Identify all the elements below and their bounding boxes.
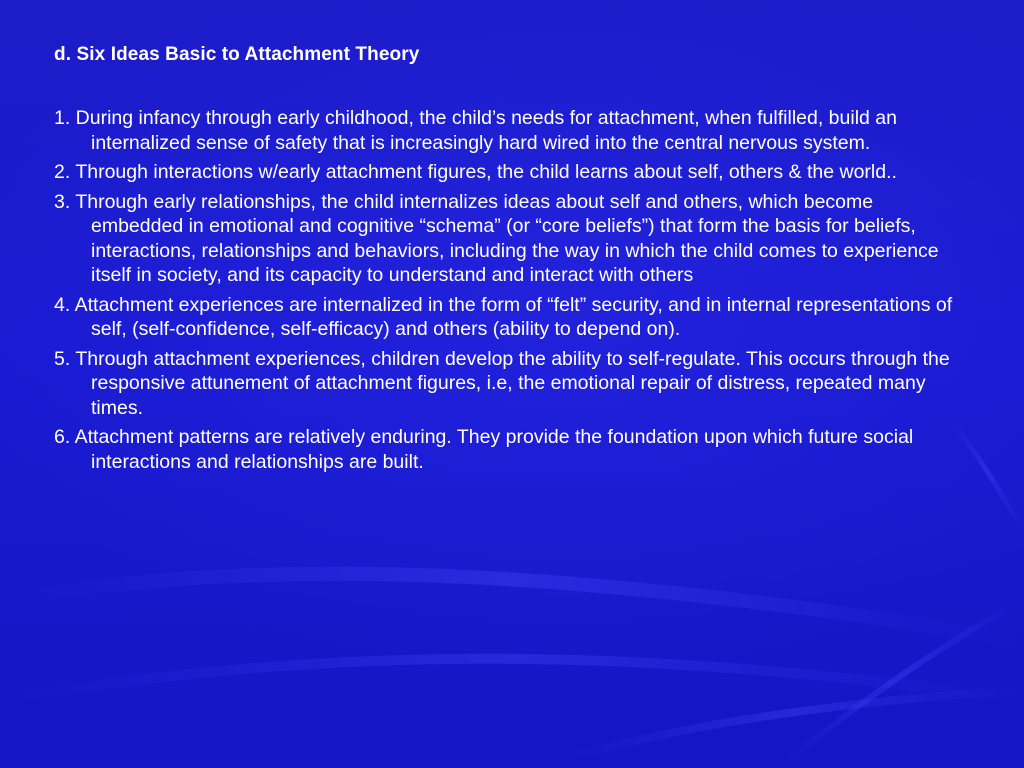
list-item-1: 1. During infancy through early childhood, the child’s needs for attachment, when fulfilled, build an internalized sense of safety that is increasingly hard wired into the central nervous system. (54, 107, 897, 154)
slide-title (54, 44, 419, 66)
title-prefix: d (54, 44, 66, 65)
title-text: Six Ideas Basic to Attachment Theory (76, 44, 420, 65)
list-item-5: 5. Through attachment experiences, children develop the ability to self-regulate. This occurs through the responsive attunement of attachment figures, i.e, the emotional repair of distress, repeated many times. (54, 347, 950, 419)
list-item-3: 3. Through early relationships, the child internalizes ideas about self and others, which become embedded in emotional and cognitive “schema” (or “core beliefs”) that form the basis for beliefs, interactions, relationships and behaviors, including the way in which the child comes to experience itself in society, and its capacity to understand and interact with others (54, 190, 939, 286)
list-item-6: 6. Attachment patterns are relatively enduring. They provide the foundation upon which future social interactions and relationships are built. (54, 426, 914, 473)
title-separator: . (65, 44, 72, 65)
list-item-4: 4. Attachment experiences are internalized in the form of “felt” security, and in internal representations of self, (self-confidence, self-efficacy) and others (ability to depend on). (54, 293, 953, 340)
list-item-2: 2. Through interactions w/early attachment figures, the child learns about self, others & the world.. (54, 161, 897, 183)
slide-body (54, 106, 964, 479)
